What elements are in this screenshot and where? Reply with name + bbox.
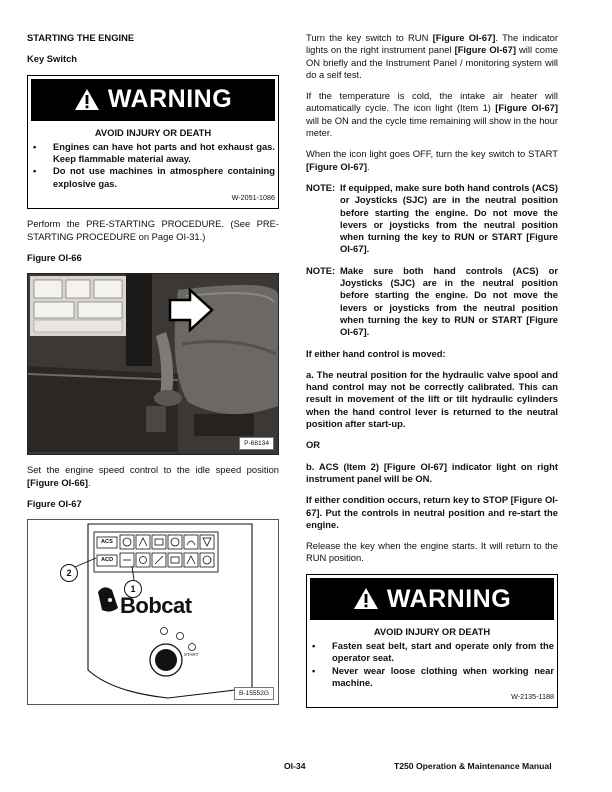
left-column: [27, 32, 279, 714]
item-a: a. The neutral position for the hydraulic valve spool and hand control may not be correctly calibrated. This can result in movement of the lift or tilt hydraulic cylinders when the hand control lever is returned to the neutral position after start-up.: [306, 368, 558, 430]
warning-bullets: [310, 640, 554, 689]
heater-paragraph: If the temperature is cold, the intake air heater will automatically cycle. The icon light (Item 1) [Figure OI-67] will be ON and the cycle time remaining will show in the hour meter.: [306, 90, 558, 139]
figure-67-caption: Figure OI-67: [27, 497, 82, 509]
note-text: If equipped, make sure both hand controls (ACS) or Joysticks (SJC) are in the neutral position before starting the engine. Do not move the levers or joysticks from the neutral position when turning the key to RUN or START [Figure OI-67].: [340, 181, 558, 255]
warning-box-engine: [27, 75, 279, 210]
warning-bullets: [31, 141, 275, 190]
figure-66-ref: P-68134: [239, 437, 274, 450]
note-label: NOTE:: [306, 264, 336, 276]
acs-label: ACS: [101, 539, 113, 546]
warning-banner: [310, 578, 554, 620]
warning-triangle-icon: [353, 587, 379, 610]
if-moved-heading: If either hand control is moved:: [306, 347, 446, 359]
warning-code: W-2051-1086: [231, 193, 275, 203]
bobcat-logo: Bobcat: [120, 593, 192, 619]
acd-label: ACD: [101, 557, 114, 564]
warning-avoid: AVOID INJURY OR DEATH: [94, 126, 212, 138]
figure-67-panel: [27, 519, 279, 705]
run-paragraph: Turn the key switch to RUN [Figure OI-67]. The indicator lights on the right instrument panel [Figure OI-67] will come ON briefly and the Instrument Panel / monitoring system will do a self test.: [306, 32, 559, 80]
warning-triangle-icon: [74, 88, 100, 111]
note-2: [306, 265, 558, 339]
warning-title: WARNING: [386, 584, 512, 613]
subsection-title: Key Switch: [27, 53, 78, 65]
release-paragraph: Release the key when the engine starts. It will return to the RUN position.: [306, 540, 558, 564]
perform-paragraph: Perform the PRE-STARTING PROCEDURE. (See PRE-STARTING PROCEDURE on Page OI-31.): [27, 218, 279, 242]
warning-avoid: AVOID INJURY OR DEATH: [373, 625, 491, 637]
page-number: OI-34: [284, 761, 306, 771]
warning-code: W-2135-1188: [511, 692, 554, 702]
warning-bullet: • Never wear loose clothing when working near machine.: [310, 665, 554, 690]
idle-paragraph: Set the engine speed control to the idle speed position [Figure OI-66].: [27, 464, 279, 488]
figure-66-caption: Figure OI-66: [27, 251, 82, 263]
warning-bullet: • Do not use machines in atmosphere containing explosive gas.: [31, 165, 275, 190]
right-column: [306, 32, 558, 717]
warning-bullet: • Fasten seat belt, start and operate only from the operator seat.: [310, 640, 554, 665]
start-label: START: [184, 652, 199, 658]
figure-66-photo: [27, 273, 279, 455]
warning-box-seat: [306, 574, 558, 709]
section-title: STARTING THE ENGINE: [27, 32, 135, 43]
note-1: [306, 182, 558, 256]
item-b: b. ACS (Item 2) [Figure OI-67] indicator light on right instrument panel will be ON.: [306, 460, 558, 484]
warning-bullet: • Engines can have hot parts and hot exhaust gas. Keep flammable material away.: [31, 141, 275, 166]
if-either-paragraph: If either condition occurs, return key to STOP [Figure OI-67]. Put the controls in neutral position and re-start the engine.: [306, 494, 558, 530]
warning-title: WARNING: [107, 85, 233, 114]
engine-speed-control-photo: [28, 274, 278, 452]
manual-title: T250 Operation & Maintenance Manual: [394, 761, 552, 771]
callout-1: 1: [124, 580, 142, 598]
figure-67-ref: B-15552G: [234, 687, 274, 700]
callout-2: 2: [60, 564, 78, 582]
note-label: NOTE:: [306, 181, 336, 193]
warning-banner: [31, 79, 275, 121]
or-separator: OR: [306, 439, 321, 451]
note-text: Make sure both hand controls (ACS) or Joysticks (SJC) are in the neutral position before starting the engine. Do not move the levers or joysticks from the neutral position when turning the key to RUN or START [Figure OI-67].: [340, 264, 558, 338]
start-paragraph: When the icon light goes OFF, turn the key switch to START [Figure OI-67].: [306, 148, 558, 172]
